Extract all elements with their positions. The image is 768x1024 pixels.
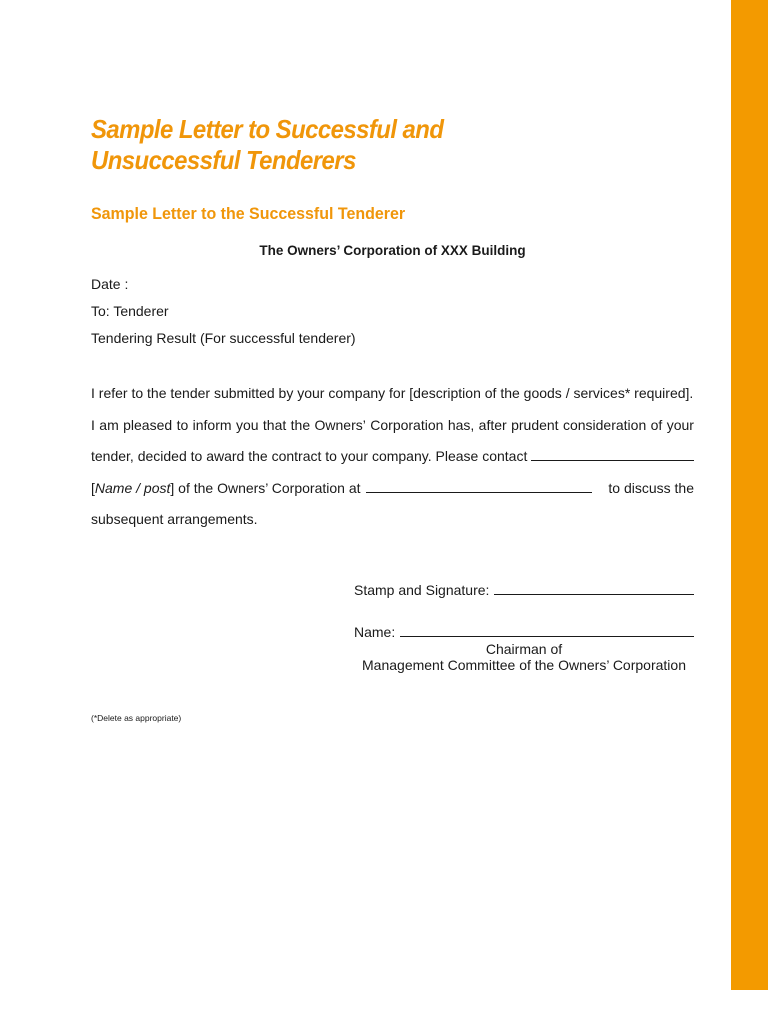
body-line-4 bbox=[91, 478, 694, 510]
body-line-3-text: tender, decided to award the contract to your company. Please contact bbox=[91, 448, 528, 464]
page-title-line-1: Sample Letter to Successful and bbox=[91, 114, 444, 144]
section-subtitle: Sample Letter to the Successful Tenderer bbox=[91, 204, 406, 223]
stamp-signature-blank bbox=[494, 580, 694, 595]
body-line-2 bbox=[91, 415, 694, 447]
body-line-1: I refer to the tender submitted by your company for [description of the goods / services* required]. bbox=[91, 385, 694, 401]
body-line-2-word: consideration bbox=[562, 416, 647, 433]
to-label: To: Tenderer bbox=[91, 303, 169, 319]
body-line-2-word: you bbox=[235, 416, 259, 433]
body-line-2-word: am bbox=[99, 416, 119, 433]
name-row bbox=[354, 622, 694, 642]
stamp-signature-label: Stamp and Signature: bbox=[354, 582, 490, 598]
body-line-4-text: ] of the Owners’ Corporation at bbox=[170, 479, 361, 496]
name-label: Name: bbox=[354, 624, 396, 640]
organization-name: The Owners’ Corporation of XXX Building bbox=[259, 243, 526, 258]
body-line-2-word: after bbox=[478, 416, 507, 433]
name-blank bbox=[400, 622, 694, 637]
page-title bbox=[91, 114, 643, 176]
chairman-title: Chairman of bbox=[485, 641, 563, 657]
page-title-line-2: Unsuccessful Tenderers bbox=[91, 145, 356, 175]
body-line-2-word: that bbox=[262, 416, 287, 433]
body-line-4-end: to discuss the bbox=[608, 479, 694, 496]
body-line-2-word: of bbox=[650, 416, 663, 433]
body-line-2-word: inform bbox=[192, 416, 232, 433]
body-line-2-word: has, bbox=[447, 416, 475, 433]
open-bracket: [ bbox=[91, 479, 95, 496]
contact-name-blank bbox=[531, 446, 694, 461]
body-line-2-word: pleased bbox=[123, 416, 173, 433]
body-line-2-word: your bbox=[666, 416, 694, 433]
body-line-3 bbox=[91, 446, 694, 478]
date-label: Date : bbox=[91, 276, 129, 292]
body-line-5: subsequent arrangements. bbox=[91, 511, 258, 527]
orange-side-bar bbox=[731, 0, 768, 990]
body-line-2-word: Corporation bbox=[370, 416, 444, 433]
footnote: (*Delete as appropriate) bbox=[91, 713, 182, 723]
letter-subject: Tendering Result (For successful tenderer) bbox=[91, 330, 356, 346]
name-post-placeholder: Name / post bbox=[94, 479, 171, 496]
body-line-2-word: the bbox=[290, 416, 311, 433]
body-line-2-word: Owners’ bbox=[314, 416, 366, 433]
body-line-2-word: prudent bbox=[511, 416, 559, 433]
letter-body bbox=[91, 383, 694, 541]
body-line-2-word: I bbox=[91, 416, 95, 433]
committee-title: Management Committee of the Owners’ Corporation bbox=[362, 657, 686, 673]
stamp-signature-row bbox=[354, 580, 694, 600]
contact-detail-blank bbox=[366, 478, 592, 493]
body-line-2-word: to bbox=[176, 416, 189, 433]
